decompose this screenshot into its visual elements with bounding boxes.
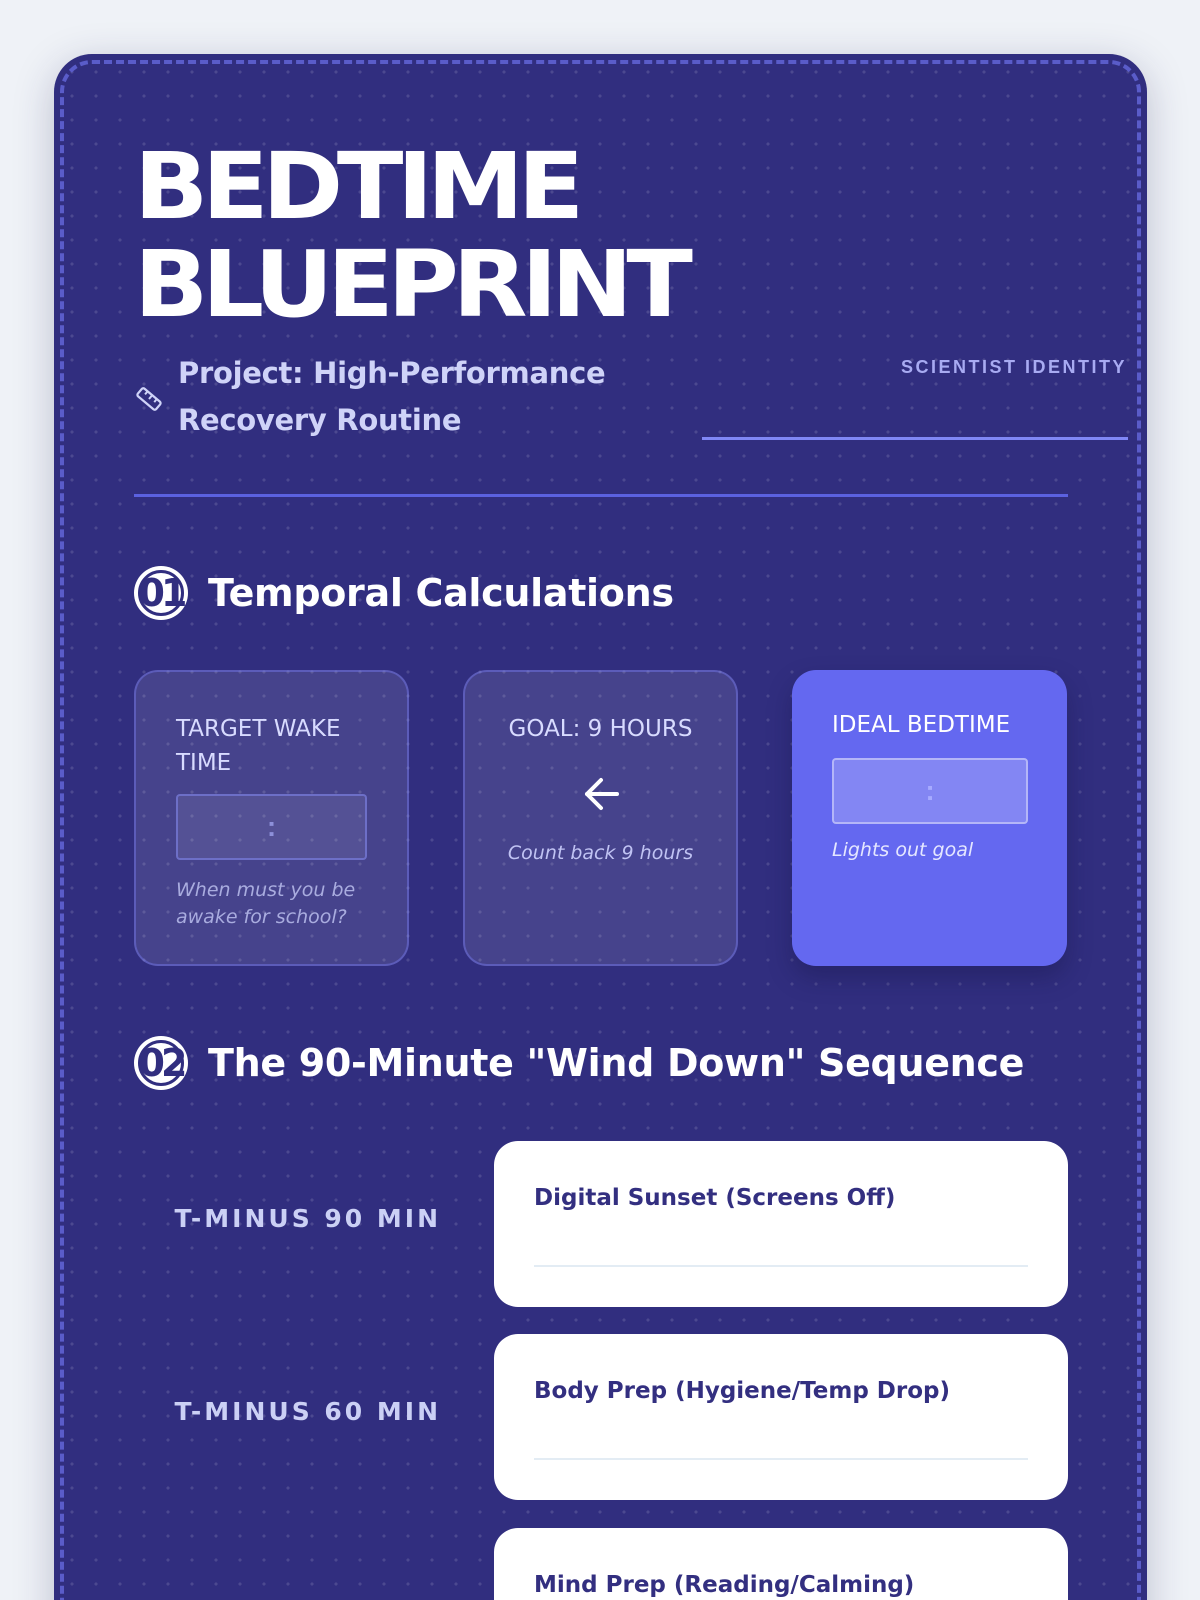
step-title: Mind Prep (Reading/Calming) xyxy=(534,1572,915,1598)
step-title: Digital Sunset (Screens Off) xyxy=(534,1185,896,1211)
wake-time-note: When must you be awake for school? xyxy=(176,879,356,928)
step-card-mind-prep xyxy=(494,1528,1068,1600)
ideal-bedtime-title: IDEAL BEDTIME xyxy=(832,712,1011,738)
arrow-left-icon xyxy=(465,772,736,816)
title-line-1: BEDTIME xyxy=(134,133,578,240)
section-title: The 90-Minute "Wind Down" Sequence xyxy=(208,1041,1025,1085)
scientist-identity-label: SCIENTIST IDENTITY xyxy=(900,357,1127,377)
section-title: Temporal Calculations xyxy=(208,571,674,615)
step-card-digital-sunset xyxy=(494,1141,1068,1307)
section-wind-down-sequence xyxy=(134,1036,1024,1090)
bedtime-note: Lights out goal xyxy=(832,839,974,861)
goal-hours-card xyxy=(463,670,738,966)
step-input-line[interactable] xyxy=(534,1265,1028,1267)
step-title: Body Prep (Hygiene/Temp Drop) xyxy=(534,1378,951,1404)
project-subtitle: Project: High-Performance Recovery Routine xyxy=(178,356,606,437)
ruler-icon xyxy=(134,384,164,414)
goal-hours-note: Count back 9 hours xyxy=(507,842,694,864)
section-number-badge: 02 xyxy=(134,1036,188,1090)
step-time-label: T-MINUS 60 MIN xyxy=(174,1397,441,1426)
bedtime-input[interactable]: : xyxy=(832,758,1028,824)
section-number-badge: 01 xyxy=(134,566,188,620)
section-temporal-calculations xyxy=(134,566,674,620)
page-title xyxy=(134,133,687,338)
ideal-bedtime-card xyxy=(792,670,1067,966)
target-wake-title: TARGET WAKE TIME xyxy=(176,716,341,776)
blueprint-card xyxy=(54,54,1147,1600)
step-input-line[interactable] xyxy=(534,1458,1028,1460)
subtitle-row xyxy=(134,350,618,444)
title-line-2: BLUEPRINT xyxy=(134,231,687,338)
target-wake-card xyxy=(134,670,409,966)
step-card-body-prep xyxy=(494,1334,1068,1500)
header-divider xyxy=(134,494,1068,497)
step-time-label: T-MINUS 90 MIN xyxy=(174,1204,441,1233)
scientist-identity-field[interactable] xyxy=(702,437,1128,440)
wake-time-input[interactable]: : xyxy=(176,794,367,860)
goal-hours-title: GOAL: 9 HOURS xyxy=(508,716,693,742)
